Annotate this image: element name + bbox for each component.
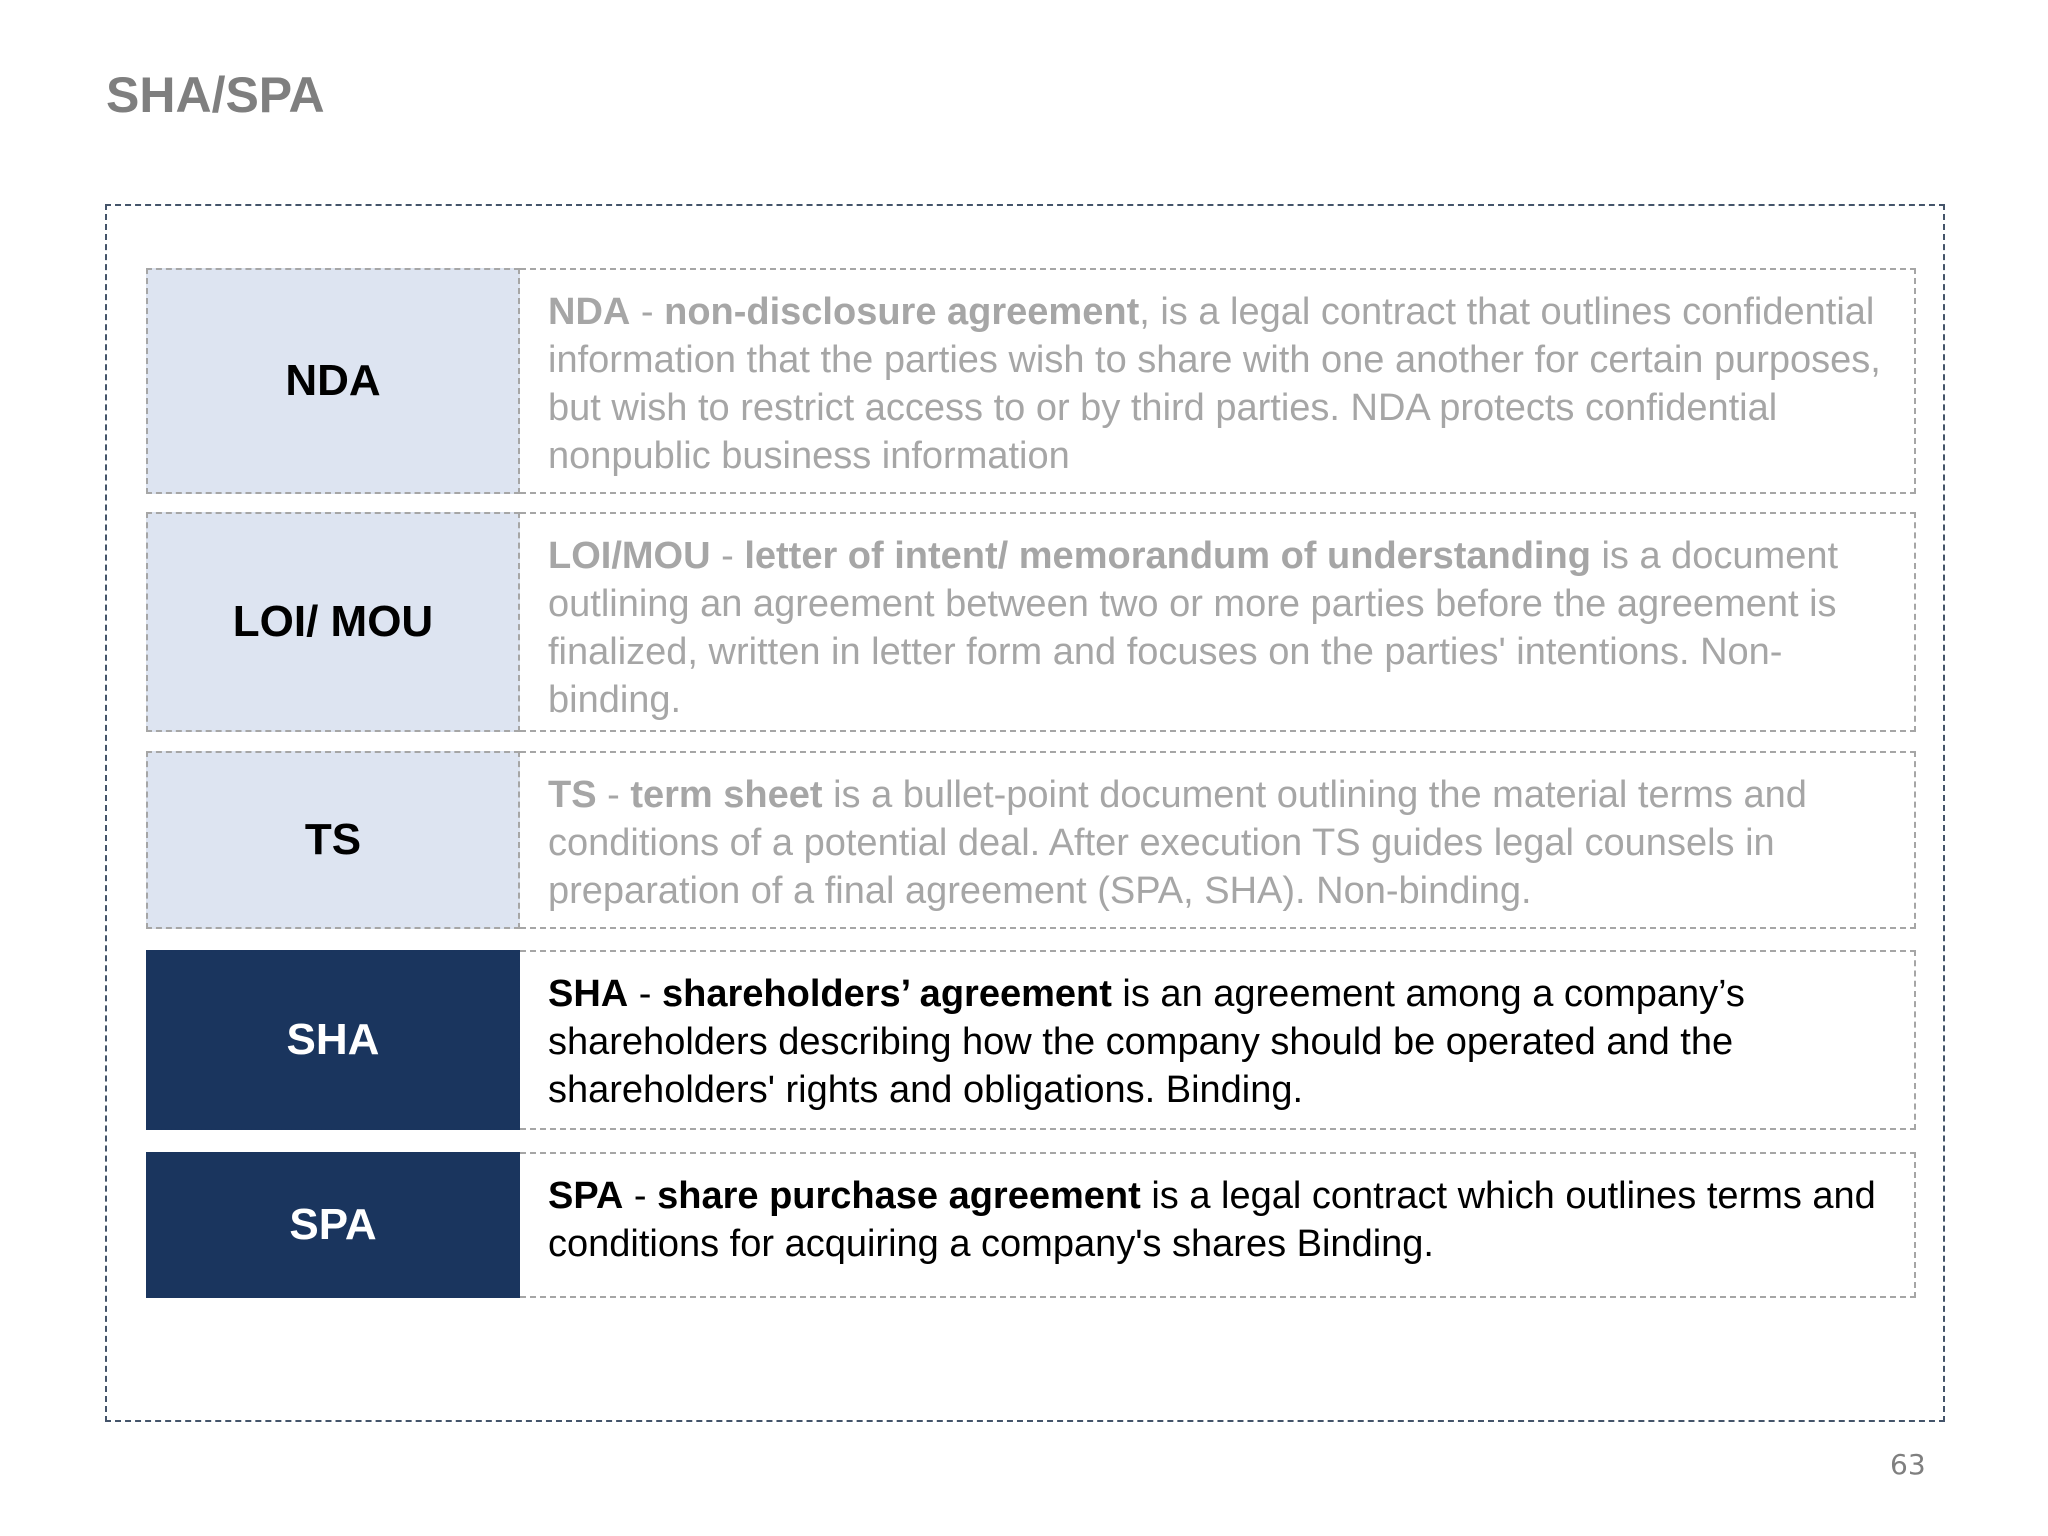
row-term: non-disclosure agreement: [664, 291, 1140, 333]
row-separator: -: [630, 291, 665, 333]
row-description-spa: [520, 1152, 1916, 1298]
row-term: share purchase agreement: [657, 1175, 1141, 1217]
row-label-ts: TS: [146, 751, 520, 929]
row-text: , is a legal contract that outlines confidential information that the parties wish to share with one another for certain purposes, but wish to restrict access to or by third parties. NDA protects confidential nonpublic business information: [548, 291, 1881, 477]
row-separator: -: [596, 774, 631, 816]
agreement-row-sha: [146, 950, 1916, 1130]
row-abbr: LOI/MOU: [548, 535, 711, 577]
agreement-row-loi-mou: [146, 512, 1916, 732]
row-text: is a document outlining an agreement between two or more parties before the agreement is finalized, written in letter form and focuses on the parties' intentions. Non-binding.: [548, 535, 1839, 721]
row-text: is an agreement among a company’s shareholders describing how the company should be operated and the shareholders' rights and obligations. Binding.: [548, 973, 1745, 1111]
page-number: 63: [1890, 1448, 1926, 1481]
row-description-sha: [520, 950, 1916, 1130]
agreement-row-spa: [146, 1152, 1916, 1298]
row-abbr: TS: [548, 774, 597, 816]
agreement-row-ts: [146, 751, 1916, 929]
row-term: letter of intent/ memorandum of understanding: [744, 535, 1591, 577]
agreement-row-nda: [146, 268, 1916, 494]
row-separator: -: [710, 535, 745, 577]
row-text: is a legal contract which outlines terms and conditions for acquiring a company's shares Binding.: [548, 1175, 1876, 1265]
row-term: shareholders’ agreement: [662, 973, 1112, 1015]
row-abbr: SPA: [548, 1175, 624, 1217]
row-label-loi-mou: LOI/ MOU: [146, 512, 520, 732]
row-abbr: NDA: [548, 291, 631, 333]
row-separator: -: [623, 1175, 658, 1217]
row-description-nda: [520, 268, 1916, 494]
row-description-ts: [520, 751, 1916, 929]
row-text: is a bullet-point document outlining the material terms and conditions of a potential deal. After execution TS guides legal counsels in preparation of a final agreement (SPA, SHA). Non-binding.: [548, 774, 1807, 912]
row-term: term sheet: [630, 774, 823, 816]
slide-title: SHA/SPA: [106, 67, 325, 123]
row-label-nda: NDA: [146, 268, 520, 494]
row-label-spa: SPA: [146, 1152, 520, 1298]
row-separator: -: [628, 973, 663, 1015]
row-label-sha: SHA: [146, 950, 520, 1130]
row-abbr: SHA: [548, 973, 629, 1015]
row-description-loi-mou: [520, 512, 1916, 732]
